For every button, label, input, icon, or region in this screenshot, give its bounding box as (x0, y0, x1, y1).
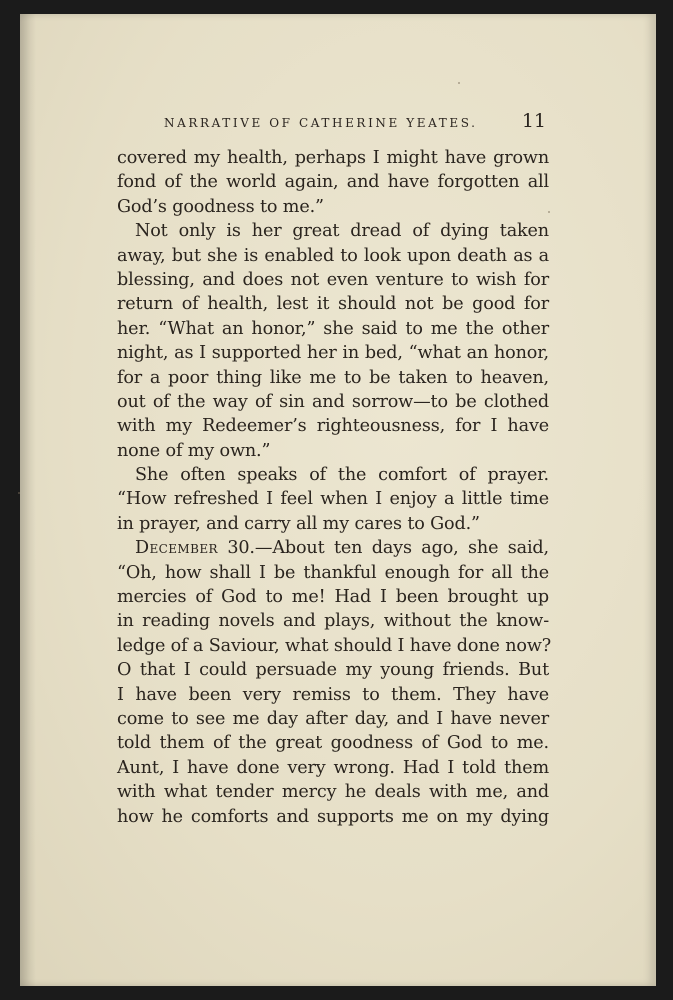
text-line: blessing, and does not even venture to wish for (117, 269, 549, 290)
paper-speck (548, 211, 550, 213)
text-line: God’s goodness to me.” (117, 196, 324, 217)
text-line: for a poor thing like me to be taken to heaven, (117, 367, 549, 388)
text-line: Aunt, I have done very wrong. Had I told them (117, 757, 549, 778)
paper-speck (18, 492, 20, 494)
text-line: ledge of a Saviour, what should I have done now? (117, 635, 552, 656)
text-line: none of my own.” (117, 440, 271, 461)
text-line: She often speaks of the comfort of prayer. (135, 465, 549, 486)
text-line: covered my health, perhaps I might have grown (117, 148, 549, 168)
paper-speck (458, 82, 460, 84)
running-head: NARRATIVE OF CATHERINE YEATES. (164, 116, 478, 130)
text-line: Not only is her great dread of dying taken (135, 221, 549, 242)
body-text (117, 146, 552, 829)
date-entry: 30.—About ten days ago, she said, (227, 538, 549, 559)
page-number: 11 (521, 110, 546, 132)
text-line: “How refreshed I feel when I enjoy a little time (117, 489, 549, 510)
text-line: I have been very remiss to them. They have (117, 684, 549, 705)
text-line: “Oh, how shall I be thankful enough for all the (117, 562, 549, 583)
text-line: out of the way of sin and sorrow—to be clothed (117, 391, 549, 412)
text-line: come to see me day after day, and I have never (117, 708, 549, 729)
date-label: December (135, 538, 218, 559)
text-line: her. “What an honor,” she said to me the other (117, 318, 549, 339)
text-line: O that I could persuade my young friends. But (117, 660, 549, 681)
text-line: with my Redeemer’s righteousness, for I have (117, 416, 549, 437)
text-line: told them of the great goodness of God to me. (117, 733, 549, 754)
text-line: fond of the world again, and have forgotten all (117, 172, 549, 193)
text-line: mercies of God to me! Had I been brought up (117, 587, 549, 608)
text-line: away, but she is enabled to look upon death as a (117, 245, 549, 266)
text-line: night, as I supported her in bed, “what an honor, (117, 343, 549, 364)
gutter-shadow (20, 14, 36, 986)
text-line: with what tender mercy he deals with me, and (117, 782, 549, 803)
text-line: how he comforts and supports me on my dying (117, 806, 549, 827)
page-header (118, 104, 546, 140)
text-line-date (117, 536, 549, 560)
text-line: in prayer, and carry all my cares to God.” (117, 513, 480, 534)
text-line: return of health, lest it should not be good for (117, 294, 549, 315)
text-line: in reading novels and plays, without the know- (117, 611, 549, 632)
